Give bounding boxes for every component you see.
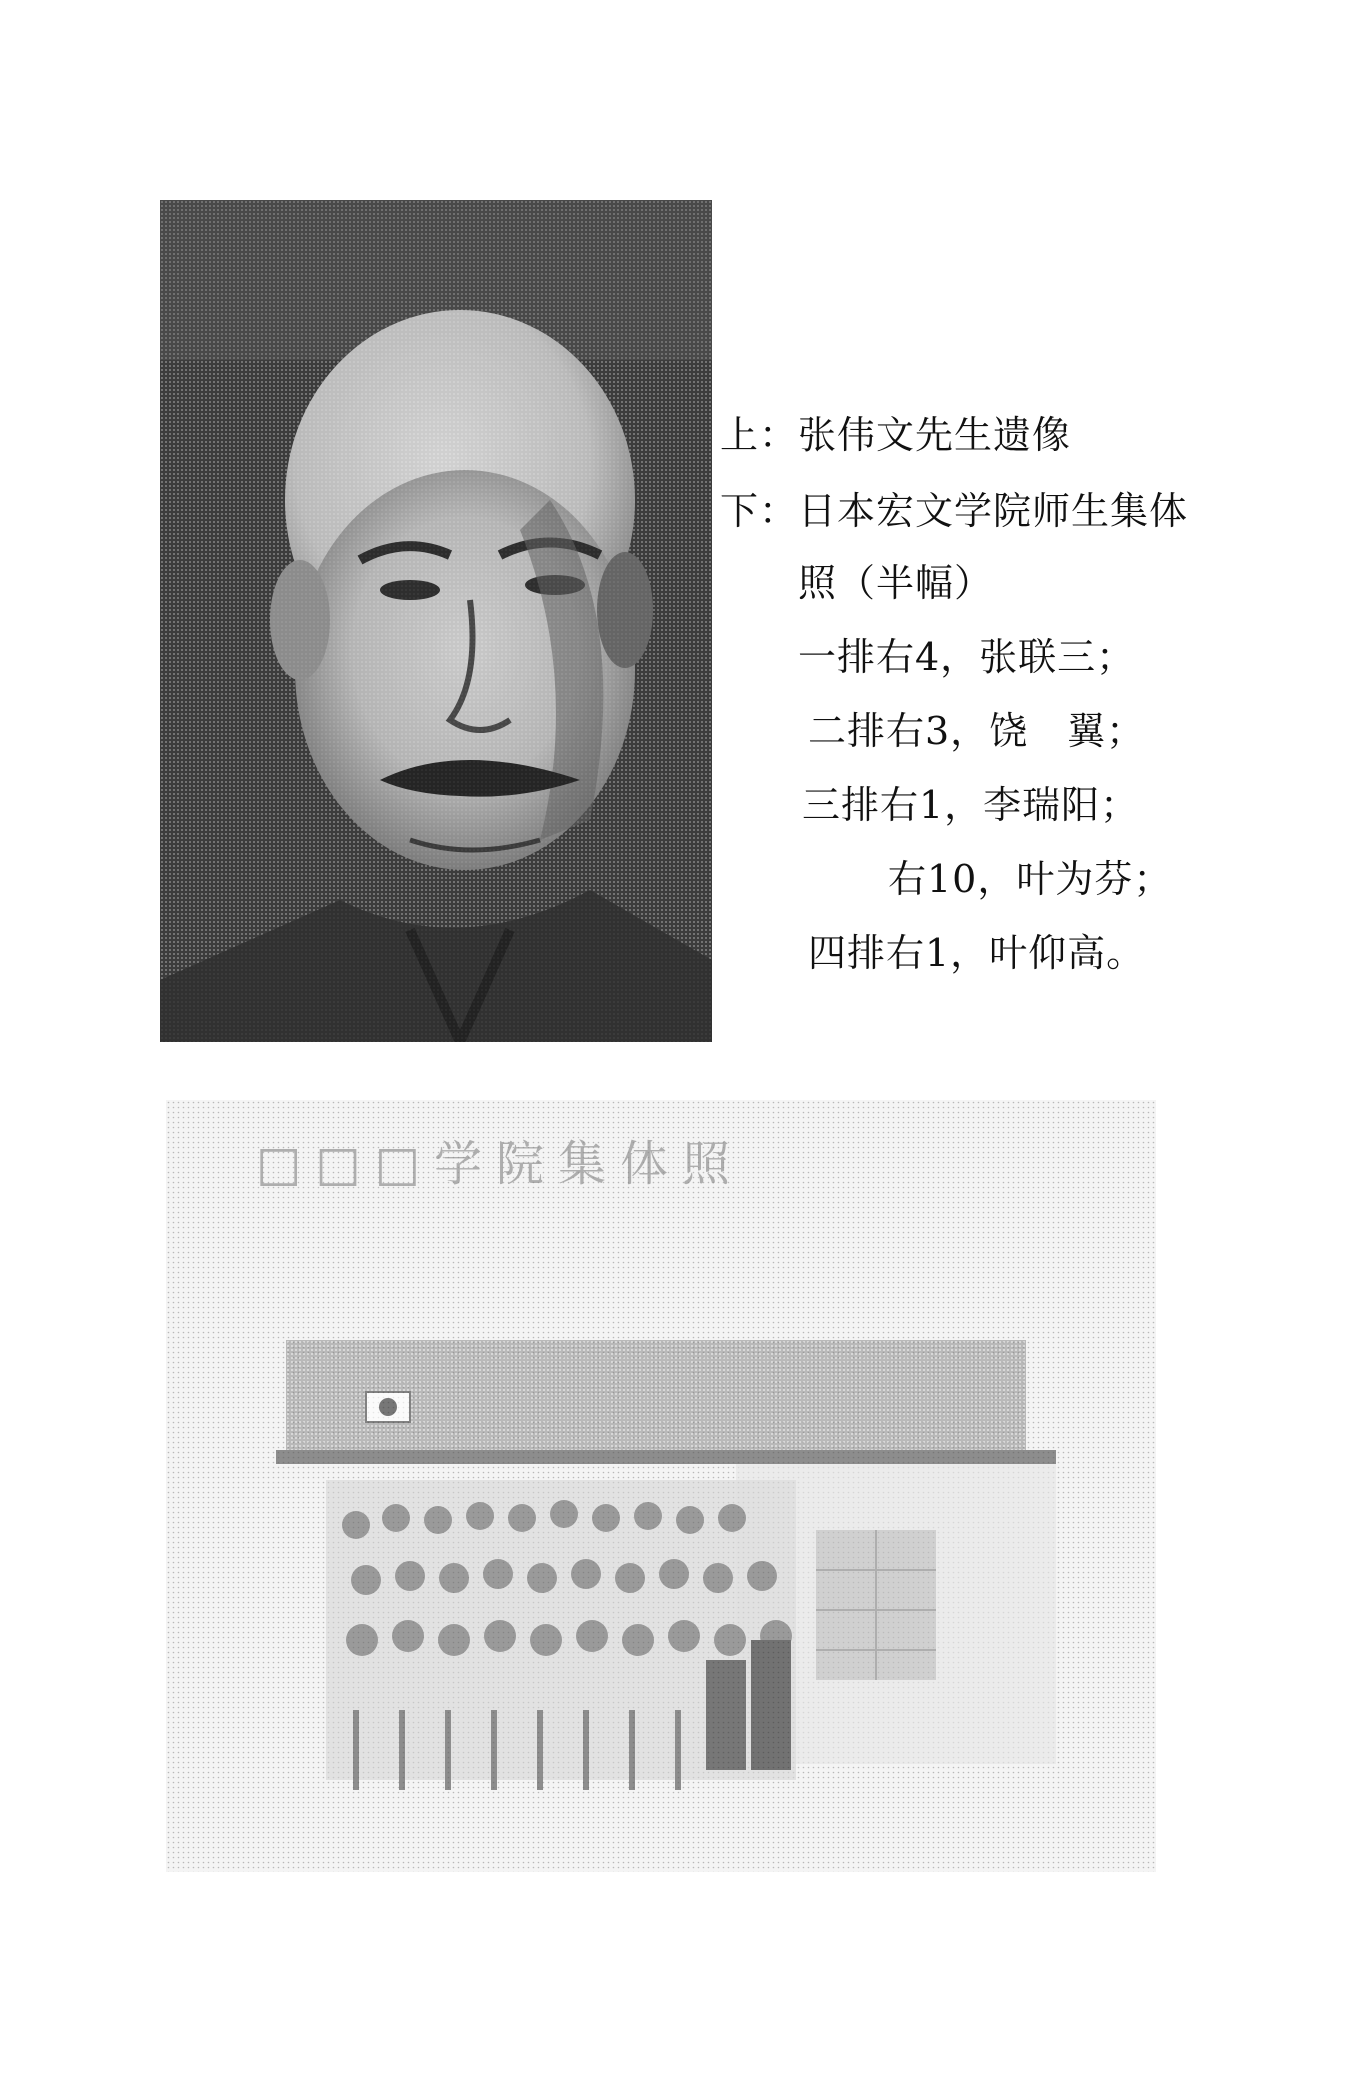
- caption-top-text: 张伟文先生遗像: [798, 413, 1072, 457]
- caption-row-1: 一排右4，张联三；: [798, 635, 1136, 679]
- caption-top-label: 上：: [720, 413, 799, 457]
- portrait-photo: [160, 200, 712, 1042]
- caption-row-3: 三排右1，李瑞阳；: [802, 783, 1140, 827]
- caption-row-4: 右10，叶为芬；: [888, 857, 1173, 901]
- caption-row-2: 二排右3，饶 翼；: [808, 709, 1146, 753]
- group-photo: [166, 1100, 1156, 1872]
- caption-top-line: [720, 405, 1071, 465]
- portrait-image: [160, 200, 712, 1042]
- caption-row-5: 四排右1，叶仰高。: [808, 931, 1146, 975]
- caption-bottom-text-1: 日本宏文学院师生集体: [798, 489, 1189, 533]
- group-photo-image: [166, 1100, 1156, 1872]
- group-photo-banner-text: □□□学院集体照: [256, 1136, 745, 1192]
- caption-bottom-line: [720, 481, 1188, 541]
- caption-bottom-label: 下：: [720, 489, 799, 533]
- caption-bottom-text-2: 照（半幅）: [798, 561, 994, 605]
